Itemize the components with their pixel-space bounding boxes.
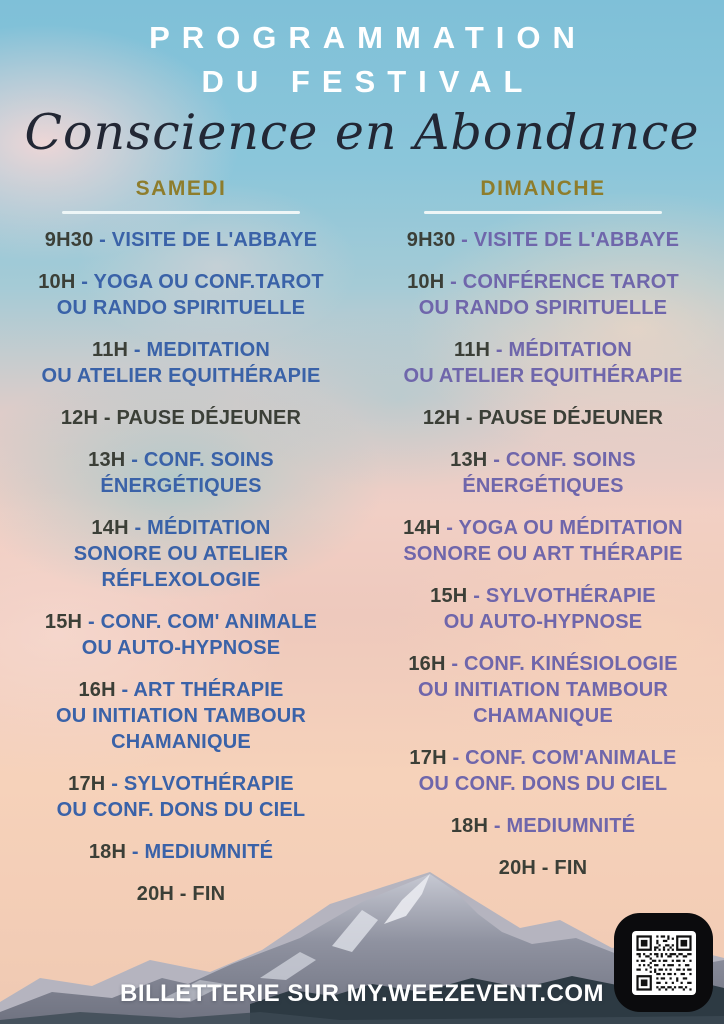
schedule-entry xyxy=(366,515,720,567)
schedule-column xyxy=(0,176,362,907)
entry-separator: - xyxy=(440,516,459,539)
entry-line xyxy=(4,447,358,473)
entry-line xyxy=(366,227,720,253)
schedule-entry xyxy=(4,227,358,253)
entry-activity: SONORE OU ATELIER xyxy=(73,542,289,565)
qr-code-icon xyxy=(632,931,696,995)
entry-activity: OU AUTO-HYPNOSE xyxy=(81,636,281,659)
entry-separator: - xyxy=(488,814,507,837)
entry-time: 13H xyxy=(450,448,488,471)
entry-activity: FIN xyxy=(192,882,226,905)
entry-time: 17H xyxy=(68,772,106,795)
entry-separator: - xyxy=(128,516,148,539)
entry-line xyxy=(366,745,720,771)
schedule-entry xyxy=(4,447,358,499)
entry-time: 10H xyxy=(407,270,445,293)
entry-time: 10H xyxy=(38,270,76,293)
entry-time: 12H xyxy=(60,406,99,429)
poster-title-line2: DU FESTIVAL xyxy=(201,64,535,99)
day-underline xyxy=(62,211,300,214)
day-underline xyxy=(424,211,662,214)
entry-time: 15H xyxy=(44,610,83,633)
entry-separator: - xyxy=(174,882,193,905)
entry-time: 9H30 xyxy=(406,228,456,251)
entry-line xyxy=(4,771,358,797)
entry-time: 20H xyxy=(498,856,537,879)
entry-time: 20H xyxy=(136,882,175,905)
entry-activity: MÉDITATION xyxy=(147,516,271,539)
schedule-entry xyxy=(4,269,358,321)
entry-activity: MÉDITATION xyxy=(508,338,633,361)
entry-time: 9H30 xyxy=(44,228,94,251)
schedule-column xyxy=(362,176,724,907)
entry-separator: - xyxy=(126,840,145,863)
entry-line xyxy=(4,515,358,541)
poster-title-line1: PROGRAMMATION xyxy=(149,20,587,55)
entry-activity: OU ATELIER EQUITHÉRAPIE xyxy=(41,364,321,387)
day-header: DIMANCHE xyxy=(480,177,606,200)
entry-activity: CONF. SOINS xyxy=(143,448,274,471)
schedule-entry xyxy=(4,677,358,755)
entry-activity: OU AUTO-HYPNOSE xyxy=(443,610,643,633)
entry-activity: OU INITIATION TAMBOUR xyxy=(417,678,669,701)
schedule-entry xyxy=(4,609,358,661)
entry-activity: VISITE DE L'ABBAYE xyxy=(111,228,318,251)
entry-line xyxy=(366,337,720,363)
entry-separator: - xyxy=(128,338,147,361)
entry-activity: RÉFLEXOLOGIE xyxy=(101,568,261,591)
entry-activity: PAUSE DÉJEUNER xyxy=(116,406,302,429)
entry-separator: - xyxy=(446,746,466,769)
entry-time: 14H xyxy=(403,516,441,539)
entry-separator: - xyxy=(444,270,463,293)
entry-line xyxy=(366,813,720,839)
entry-activity: CONF. KINÉSIOLOGIE xyxy=(464,652,678,675)
entry-line xyxy=(4,227,358,253)
entry-activity: CONF. COM'ANIMALE xyxy=(465,746,677,769)
entry-activity: OU RANDO SPIRITUELLE xyxy=(56,296,306,319)
entry-separator: - xyxy=(125,448,144,471)
entry-separator: - xyxy=(445,652,465,675)
entry-separator: - xyxy=(460,406,479,429)
entry-time: 18H xyxy=(88,840,127,863)
entry-line xyxy=(366,515,720,541)
entry-list xyxy=(366,227,720,881)
schedule-entry xyxy=(366,651,720,729)
entry-activity: MEDIUMNITÉ xyxy=(144,840,274,863)
entry-activity: FIN xyxy=(554,856,588,879)
entry-time: 16H xyxy=(408,652,446,675)
entry-separator: - xyxy=(115,678,134,701)
entry-activity: CHAMANIQUE xyxy=(111,730,251,753)
entry-activity: OU RANDO SPIRITUELLE xyxy=(418,296,668,319)
entry-activity: OU ATELIER EQUITHÉRAPIE xyxy=(403,364,683,387)
entry-activity: YOGA OU CONF.TAROT xyxy=(93,270,324,293)
entry-line xyxy=(366,583,720,609)
entry-separator: - xyxy=(467,584,486,607)
entry-activity: CONF. SOINS xyxy=(505,448,636,471)
entry-activity: SONORE OU ART THÉRAPIE xyxy=(403,542,683,565)
entry-activity: MEDIUMNITÉ xyxy=(506,814,636,837)
entry-activity: ART THÉRAPIE xyxy=(133,678,284,701)
entry-separator: - xyxy=(490,338,509,361)
entry-line xyxy=(4,269,358,295)
entry-separator: - xyxy=(93,228,112,251)
entry-line xyxy=(366,405,720,431)
schedule-entry xyxy=(366,583,720,635)
day-header: SAMEDI xyxy=(135,177,227,200)
entry-time: 13H xyxy=(88,448,126,471)
entry-separator: - xyxy=(98,406,117,429)
entry-activity: CHAMANIQUE xyxy=(473,704,613,727)
schedule-entry xyxy=(366,269,720,321)
entry-separator: - xyxy=(105,772,124,795)
schedule-entry xyxy=(366,337,720,389)
entry-time: 11H xyxy=(91,338,129,361)
schedule-entry xyxy=(4,771,358,823)
entry-activity: OU INITIATION TAMBOUR xyxy=(55,704,307,727)
entry-separator: - xyxy=(536,856,555,879)
entry-activity: PAUSE DÉJEUNER xyxy=(478,406,664,429)
entry-activity: OU CONF. DONS DU CIEL xyxy=(56,798,306,821)
entry-list xyxy=(4,227,358,907)
festival-name-script: Conscience en Abondance xyxy=(24,104,700,161)
schedule-entry xyxy=(4,405,358,431)
entry-separator: - xyxy=(487,448,506,471)
entry-time: 16H xyxy=(78,678,116,701)
schedule-entry xyxy=(366,405,720,431)
entry-time: 15H xyxy=(430,584,468,607)
entry-line xyxy=(366,651,720,677)
entry-line xyxy=(366,269,720,295)
entry-activity: ÉNERGÉTIQUES xyxy=(462,474,624,497)
entry-activity: MEDITATION xyxy=(146,338,271,361)
entry-separator: - xyxy=(82,610,101,633)
entry-line xyxy=(4,337,358,363)
entry-time: 14H xyxy=(91,516,129,539)
qr-code xyxy=(614,913,713,1012)
entry-separator: - xyxy=(455,228,474,251)
entry-activity: CONFÉRENCE TAROT xyxy=(462,270,679,293)
schedule-entry xyxy=(366,227,720,253)
entry-activity: SYLVOTHÉRAPIE xyxy=(123,772,294,795)
entry-time: 12H xyxy=(422,406,461,429)
schedule-entry xyxy=(4,515,358,593)
entry-activity: VISITE DE L'ABBAYE xyxy=(473,228,680,251)
entry-activity: OU CONF. DONS DU CIEL xyxy=(418,772,668,795)
schedule-entry xyxy=(366,447,720,499)
ticketing-url: BILLETTERIE SUR MY.WEEZEVENT.COM xyxy=(119,980,605,1007)
poster-header xyxy=(0,0,724,161)
entry-activity: CONF. COM' ANIMALE xyxy=(100,610,318,633)
entry-activity: YOGA OU MÉDITATION xyxy=(458,516,683,539)
schedule-entry xyxy=(366,745,720,797)
entry-separator: - xyxy=(75,270,94,293)
entry-line xyxy=(4,405,358,431)
entry-time: 18H xyxy=(450,814,489,837)
entry-line xyxy=(4,609,358,635)
entry-time: 11H xyxy=(453,338,491,361)
schedule-entry xyxy=(4,337,358,389)
entry-time: 17H xyxy=(409,746,447,769)
entry-line xyxy=(366,447,720,473)
schedule-columns xyxy=(0,176,724,907)
schedule-entry xyxy=(366,813,720,839)
entry-line xyxy=(4,677,358,703)
entry-activity: ÉNERGÉTIQUES xyxy=(100,474,262,497)
entry-activity: SYLVOTHÉRAPIE xyxy=(485,584,656,607)
